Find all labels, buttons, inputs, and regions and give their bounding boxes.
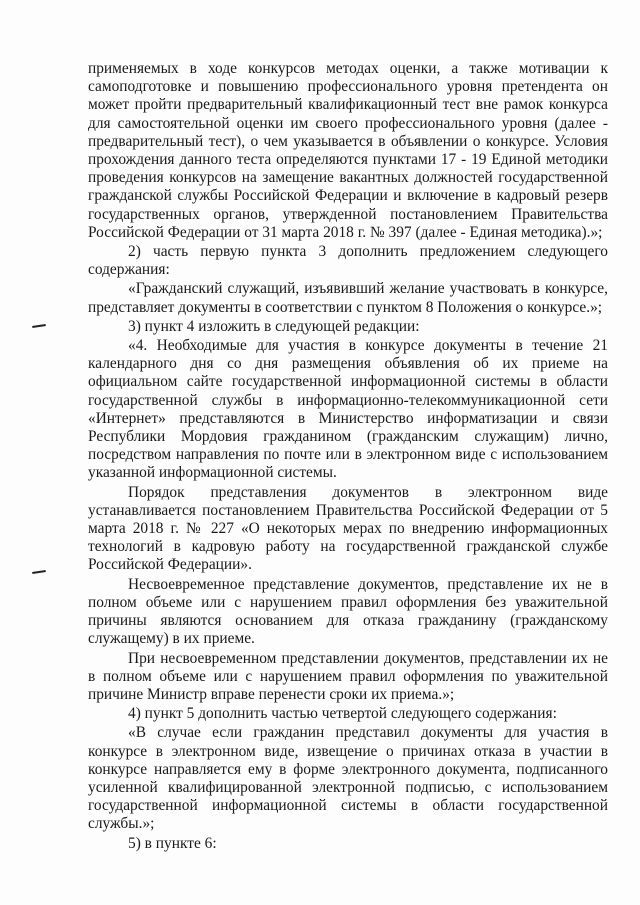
document-body [88, 60, 608, 854]
paragraph-late-submission: Несвоевременное представление документов, представление их не в полном объеме или с нарушением правил оформления без уважительной причины являются основанием для отказа гражданину (гражданскому служащему) в их приеме. [88, 575, 608, 648]
paragraph-continuation: применяемых в ходе конкурсов методах оценки, а также мотивации к самоподготовке и повышению профессионального уровня претендента он может пройти предварительный квалификационный тест вне рамок конкурса для самостоятельной оценки им своего профессионального уровня (далее - предварительный тест), о чем указывается в объявлении о конкурсе. Условия прохождения данного теста определяются пунктами 17 - 19 Единой методики проведения конкурсов на замещение вакантных должностей государственной гражданской службы Российской Федерации и включение в кадровый резерв государственных органов, утвержденной постановлением Правительства Российской Федерации от 31 марта 2018 г. № 397 (далее - Единая методика).»; [88, 60, 608, 241]
paragraph-electronic-refusal: «В случае если гражданин представил документы для участия в конкурсе в электронном виде, извещение о причинах отказа в участии в конкурсе направляется ему в форме электронного документа, подписанного усиленной квалифицированной электронной подписью, с использованием государственной информационной системы в области государственной службы.»; [88, 724, 608, 833]
paragraph-item-2: 2) часть первую пункта 3 дополнить предложением следующего содержания: [88, 243, 608, 279]
margin-dash-mark [32, 324, 46, 328]
paragraph-item-4: 4) пункт 5 дополнить частью четвертой следующего содержания: [128, 705, 557, 723]
paragraph-item-5: 5) в пункте 6: [128, 834, 217, 852]
paragraph-item-3: 3) пункт 4 изложить в следующей редакции: [128, 317, 420, 335]
margin-dash-mark [32, 570, 46, 574]
paragraph-quote-civil-servant: «Гражданский служащий, изъявивший желание участвовать в конкурсе, представляет документы в соответствии с пунктом 8 Положения о конкурсе.»; [88, 280, 608, 316]
paragraph-valid-reason: При несвоевременном представлении документов, представлении их не в полном объеме или с нарушением правил оформления по уважительной причине Министр вправе перенести сроки их приема.»; [88, 649, 608, 703]
paragraph-point-4: «4. Необходимые для участия в конкурсе документы в течение 21 календарного дня со дня размещения объявления об их приеме на официальном сайте государственной информационной системы в области государственной службы в информационно-телекоммуникационной сети «Интернет» представляются в Министерство информатизации и связи Республики Мордовия гражданином (гражданским служащим) лично, посредством направления по почте или в электронном виде с использованием указанной информационной системы. [88, 337, 608, 482]
paragraph-procedure: Порядок представления документов в электронном виде устанавливается постановлением Правительства Российской Федерации от 5 марта 2018 г. № 227 «О некоторых мерах по внедрению информационных технологий в кадровую работу на государственной гражданской службе Российской Федерации». [88, 483, 608, 574]
